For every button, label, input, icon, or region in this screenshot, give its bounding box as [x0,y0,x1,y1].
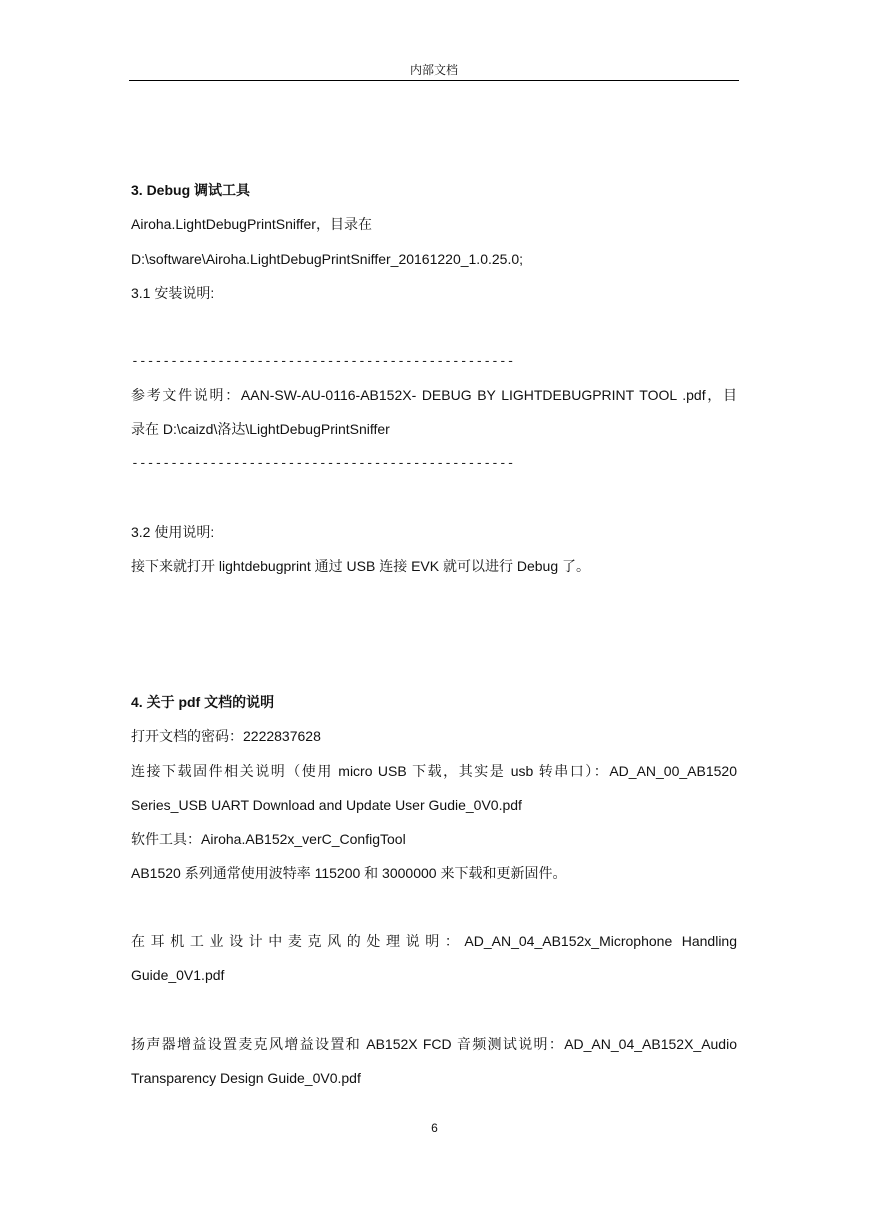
page-number: 6 [431,1121,438,1135]
install-subheading: 3.1 安装说明: [131,285,215,301]
usage-subheading: 3.2 使用说明: [131,524,215,540]
audio-doc-line-2: Transparency Design Guide_0V0.pdf [131,1070,361,1086]
microphone-doc-line-2: Guide_0V1.pdf [131,967,225,983]
tool-path-line: D:\software\Airoha.LightDebugPrintSniffer_20161220_1.0.25.0; [131,251,524,267]
usage-text: 接下来就打开 lightdebugprint 通过 USB 连接 EVK 就可以进行 Debug 了。 [131,558,591,574]
section-4-heading: 4. 关于 pdf 文档的说明 [131,694,275,710]
page-header: 内部文档 [129,60,739,81]
reference-line-2: 录在 D:\caizd\洛达\LightDebugPrintSniffer [131,421,390,437]
reference-line-1: 参考文件说明：AAN-SW-AU-0116-AB152X- DEBUG BY LIGHTDEBUGPRINT TOOL .pdf，目 [131,387,737,403]
audio-doc-line-1: 扬声器增益设置麦克风增益设置和 AB152X FCD 音频测试说明：AD_AN_04_AB152X_Audio [131,1036,737,1052]
tool-name-line: Airoha.LightDebugPrintSniffer，目录在 [131,216,372,232]
password-line: 打开文档的密码：2222837628 [131,728,321,744]
separator-top: ------------------------------------------------- [131,354,515,369]
section-3-heading: 3. Debug 调试工具 [131,182,251,198]
download-doc-line-2: Series_USB UART Download and Update User Gudie_0V0.pdf [131,797,522,813]
download-doc-line-1: 连接下载固件相关说明（使用 micro USB 下载，其实是 usb 转串口）：AD_AN_00_AB1520 [131,763,737,779]
microphone-doc-line-1: 在耳机工业设计中麦克风的处理说明：AD_AN_04_AB152x_Microphone Handling [131,933,737,949]
separator-bottom: ------------------------------------------------- [131,456,515,471]
software-tool-line: 软件工具：Airoha.AB152x_verC_ConfigTool [131,831,406,847]
baud-rate-line: AB1520 系列通常使用波特率 115200 和 3000000 来下载和更新固件。 [131,865,567,881]
